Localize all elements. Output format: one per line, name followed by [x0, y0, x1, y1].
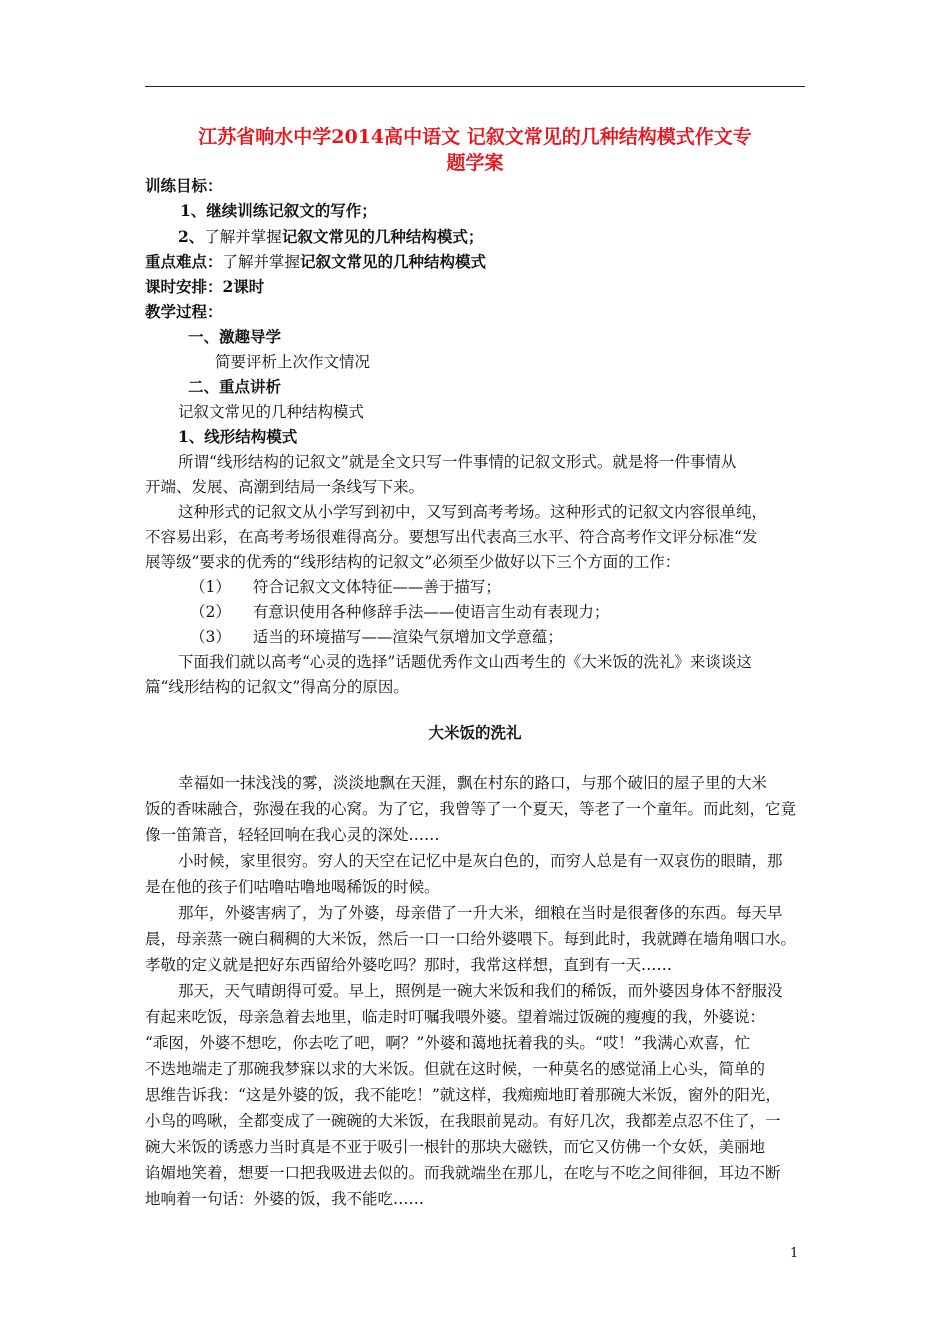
para1-line1: 所谓“线形结构的记叙文”就是全文只写一件事情的记叙文形式。就是将一件事情从: [178, 453, 737, 471]
difficulty-label: 重点难点：: [145, 252, 223, 271]
essay-p4-line3: “乖囡，外婆不想吃，你去吃了吧，啊？”外婆和蔼地抚着我的头。“哎！”我满心欢喜，忙: [145, 1034, 751, 1052]
document-title-line2: 题学案: [446, 152, 504, 174]
essay-p4-line5: 思维告诉我：“这是外婆的饭，我不能吃！”就这样，我痴痴地盯着那碗大米饭，窗外的阳光，: [145, 1086, 781, 1104]
difficulty-line: [145, 252, 486, 272]
essay-p4-line2: 有起来吃饭，母亲急着去地里，临走时叮嘱我喂外婆。望着端过饭碗的瘦瘦的我，外婆说：: [145, 1008, 766, 1026]
difficulty-prefix: 了解并掌握: [222, 253, 301, 271]
goal-item-1: 1、继续训练记叙文的写作；: [180, 201, 377, 220]
goal-item-2-prefix: 了解并掌握: [204, 228, 282, 246]
mode1-heading: 1、线形结构模式: [178, 427, 298, 446]
essay-title: 大米饭的洗礼: [428, 723, 522, 742]
section1-heading: 一、激趣导学: [188, 327, 282, 346]
essay-p3-line3: 孝敬的定义就是把好东西留给外婆吃吗？那时，我常这样想，直到有一天……: [145, 956, 673, 974]
point-3-text: 适当的环境描写——渲染气氛增加文学意蕴；: [252, 628, 563, 646]
schedule-line: 课时安排：2课时: [145, 277, 265, 296]
essay-p4-line6: 小鸟的鸣啾，全都变成了一碗碗的大米饭，在我眼前晃动。有好几次，我都差点忍不住了，一: [145, 1112, 781, 1130]
para3-line1: 下面我们就以高考“心灵的选择”话题优秀作文山西考生的《大米饭的洗礼》来谈谈这: [178, 653, 752, 671]
difficulty-bold: 记叙文常见的几种结构模式: [300, 252, 487, 271]
essay-p1-line2: 饭的香味融合，弥漫在我的心窝。为了它，我曾等了一个夏天，等老了一个童年。而此刻，它竟: [145, 800, 797, 818]
process-heading: 教学过程：: [145, 302, 223, 321]
point-2: [190, 602, 609, 622]
para1-line2: 开端、发展、高潮到结局一条线写下来。: [145, 478, 425, 496]
essay-p4-line8: 谄媚地笑着，想要一口把我吸进去似的。而我就端坐在那儿，在吃与不吃之间徘徊，耳边不断: [145, 1164, 781, 1182]
essay-p4-line9: 地响着一句话：外婆的饭，我不能吃……: [145, 1190, 425, 1208]
point-1-text: 符合记叙文文体特征——善于描写；: [252, 578, 501, 596]
point-2-number: （2）: [190, 603, 231, 621]
document-title-line1: 江苏省响水中学2014高中语文 记叙文常见的几种结构模式作文专: [198, 126, 752, 148]
essay-p3-line1: 那年，外婆害病了，为了外婆，母亲借了一升大米，细粮在当时是很奢侈的东西。每天早: [178, 904, 783, 922]
goal-item-2-number: 2、: [178, 227, 205, 246]
para3-line2: 篇“线形结构的记叙文”得高分的原因。: [145, 678, 409, 696]
essay-p4-line7: 碗大米饭的诱惑力当时真是不亚于吸引一根针的那块大磁铁，而它又仿佛一个女妖，美丽地: [145, 1138, 766, 1156]
para2-line2: 不容易出彩，在高考考场很难得高分。要想写出代表高三水平、符合高考作文评分标准“发: [145, 528, 758, 546]
header-rule: [145, 86, 805, 87]
essay-p1-line1: 幸福如一抹浅浅的雾，淡淡地飘在天涯，飘在村东的路口，与那个破旧的屋子里的大米: [178, 774, 768, 792]
section1-text: 简要评析上次作文情况: [215, 353, 371, 371]
page-number: 1: [790, 1246, 799, 1261]
para2-line1: 这种形式的记叙文从小学写到初中，又写到高考考场。这种形式的记叙文内容很单纯，: [178, 503, 768, 521]
section2-heading: 二、重点讲析: [188, 377, 282, 396]
essay-p1-line3: 像一笛箫音，轻轻回响在我心灵的深处……: [145, 826, 440, 844]
essay-p3-line2: 晨，母亲蒸一碗白稠稠的大米饭，然后一口一口给外婆喂下。每到此时，我就蹲在墙角咽口水。: [145, 930, 797, 948]
section2-text: 记叙文常见的几种结构模式: [178, 403, 365, 421]
point-1: [190, 577, 501, 597]
essay-p4-line1: 那天，天气晴朗得可爱。早上，照例是一碗大米饭和我们的稀饭，而外婆因身体不舒服没: [178, 982, 783, 1000]
goal-item-2: [178, 227, 483, 247]
point-1-number: （1）: [190, 578, 231, 596]
goal-item-2-bold: 记叙文常见的几种结构模式；: [281, 227, 484, 246]
essay-p4-line4: 不迭地端走了那碗我梦寐以求的大米饭。但就在这时候，一种莫名的感觉涌上心头，简单的: [145, 1060, 766, 1078]
essay-p2-line2: 是在他的孩子们咕噜咕噜地喝稀饭的时候。: [145, 878, 440, 896]
point-3: [190, 627, 563, 647]
essay-p2-line1: 小时候，家里很穷。穷人的天空在记忆中是灰白色的，而穷人总是有一双哀伤的眼睛，那: [178, 852, 783, 870]
goals-heading: 训练目标：: [145, 176, 223, 195]
para2-line3: 展等级”要求的优秀的“线形结构的记叙文”必须至少做好以下三个方面的工作：: [145, 553, 681, 571]
point-2-text: 有意识使用各种修辞手法——使语言生动有表现力；: [252, 603, 610, 621]
point-3-number: （3）: [190, 628, 231, 646]
